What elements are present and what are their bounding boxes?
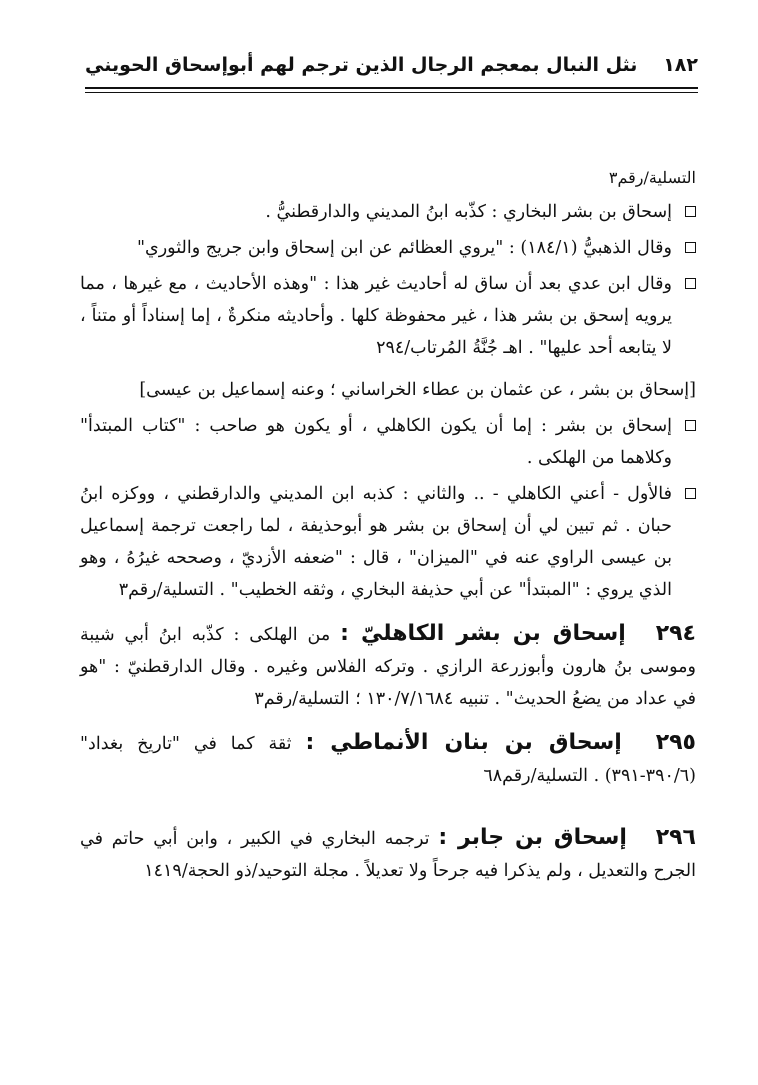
- list-item: [80, 232, 696, 264]
- entry-number: ٢٩٥: [655, 730, 696, 755]
- entry-name: إسحاق بن جابر :: [438, 825, 627, 850]
- entry-number: ٢٩٤: [655, 621, 696, 646]
- list-item-text: إسحاق بن بشر البخاري : كذّبه ابنُ المديني والدارقطنيُّ .: [265, 202, 672, 222]
- list-item: [80, 478, 696, 606]
- page-header: [85, 50, 698, 80]
- checkbox-bullet-icon: [685, 206, 696, 217]
- biography-entry: [80, 727, 696, 792]
- list-item: [80, 196, 696, 228]
- source-reference: التسلية/رقم٣: [608, 168, 696, 187]
- entry-text: ترجمه البخاري في الكبير ، وابن أبي حاتم في الجرح والتعديل ، ولم يذكرا فيه جرحاً ولا تعديلاً . مجلة التوحيد/ذو الحجة/١٤١٩: [80, 829, 696, 881]
- entry-name: إسحاق بن بشر الكاهليّ :: [340, 621, 626, 646]
- checkbox-bullet-icon: [685, 278, 696, 289]
- page-body: [80, 162, 696, 887]
- header-rule-thick: [85, 87, 698, 89]
- entry-name: إسحاق بن بنان الأنماطي :: [305, 730, 622, 755]
- entry-number: ٢٩٦: [655, 825, 696, 850]
- list-item-text: وقال ابن عدي بعد أن ساق له أحاديث غير هذا : "وهذه الأحاديث ، مع غيرها ، مما يرويه إسحق بن بشر هذا ، غير محفوظة كلها . وأحاديثه منكرةٌ ، إما إسناداً أو متناً ، لا يتابعه أحد عليها" . اهـ جُنَّةُ المُرتاب/٢٩٤: [80, 274, 672, 358]
- entry-text: ثقة كما في "تاريخ بغداد" (٣٩٠/٦-٣٩١) . التسلية/رقم٦٨: [80, 734, 696, 786]
- running-title: نثل النبال بمعجم الرجال الذين ترجم لهم أبوإسحاق الحويني: [85, 54, 638, 76]
- list-item: [80, 268, 696, 364]
- page-number: ١٨٢: [663, 54, 698, 76]
- checkbox-bullet-icon: [685, 488, 696, 499]
- list-item: [80, 410, 696, 474]
- header-rule-thin: [85, 92, 698, 93]
- list-item-text: وقال الذهبيُّ (١٨٤/١) : "يروي العظائم عن ابن إسحاق وابن جريج والثوري": [136, 238, 672, 258]
- checkbox-bullet-icon: [685, 242, 696, 253]
- list-item-text: إسحاق بن بشر : إما أن يكون الكاهلي ، أو يكون هو صاحب : "كتاب المبتدأ" وكلاهما من الهلكى .: [80, 416, 672, 468]
- list-item-text: فالأول - أعني الكاهلي - .. والثاني : كذبه ابن المديني والدارقطني ، ووكزه ابنُ حبان . ثم تبين لي أن إسحاق بن بشر هو أبوحذيفة ، لما راجعت ترجمة إسماعيل بن عيسى الراوي عنه في "الميزان" ، قال : "ضعفه الأزديّ ، وصححه غيرُهُ ، وهو الذي يروي : "المبتدأ" عن أبي حذيفة البخاري ، وثقه الخطيب" . التسلية/رقم٣: [80, 484, 672, 600]
- isnad-bracket-line: [إسحاق بن بشر ، عن عثمان بن عطاء الخراساني ؛ وعنه إسماعيل بن عيسى]: [139, 380, 696, 400]
- biography-entry: [80, 822, 696, 887]
- checkbox-bullet-icon: [685, 420, 696, 431]
- spacer: [80, 792, 696, 810]
- biography-entry: [80, 618, 696, 715]
- entry-text: من الهلكى : كذّبه ابنُ أبي شيبة وموسى بنُ هارون وأبوزرعة الرازي . وتركه الفلاس وغيره . وقال الدارقطنيّ : "هو في عداد من يضعُ الحديث" . تنبيه ١٣٠/٧/١٦٨٤ ؛ التسلية/رقم٣: [80, 625, 696, 709]
